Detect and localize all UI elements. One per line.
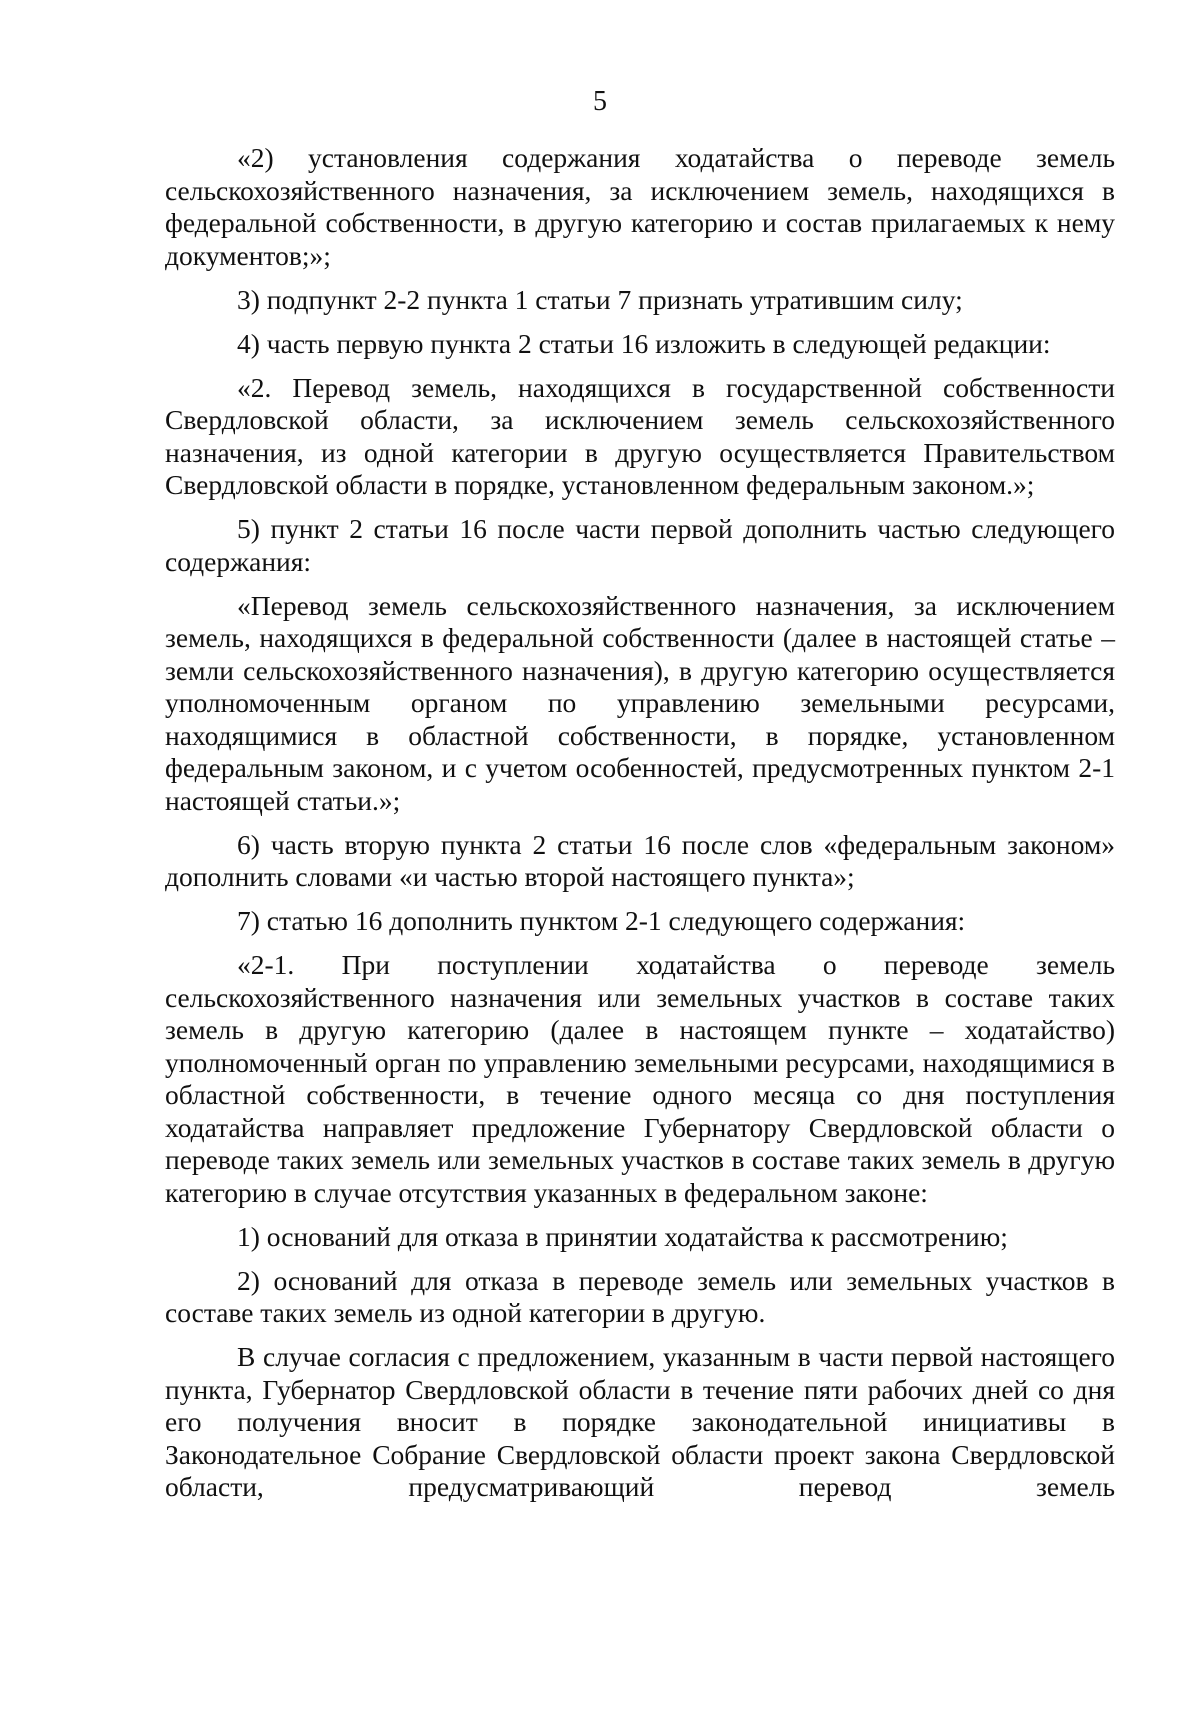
paragraph-quoted-2: «2. Перевод земель, находящихся в государственной собственности Свердловской области, за исключением земель сельскохозяйственного назначения, из одной категории в другую осуществляется Правительством Свердловской области в порядке, установленном федеральным законом.»;	[165, 371, 1115, 500]
paragraph-point-4: 4) часть первую пункта 2 статьи 16 изложить в следующей редакции:	[237, 327, 1051, 359]
document-body	[165, 142, 1115, 1504]
paragraph-item-2-amendment: «2) установления содержания ходатайства о переводе земель сельскохозяйственного назначения, за исключением земель, находящихся в федеральной собственности, в другую категорию и состав прилагаемых к нему документов;»;	[165, 142, 1115, 271]
paragraph-consent-case: В случае согласия с предложением, указанным в части первой настоящего пункта, Губернатор Свердловской области в течение пяти рабочих дней со дня его получения вносит в порядке законодательной инициативы в Законодательное Собрание Свердловской области проект закона Свердловской области, предусматривающий перевод земель	[165, 1341, 1115, 1502]
paragraph-point-5: 5) пункт 2 статьи 16 после части первой дополнить частью следующего содержания:	[165, 513, 1115, 577]
paragraph-subpoint-2: 2) оснований для отказа в переводе земель или земельных участков в составе таких земель из одной категории в другую.	[165, 1264, 1115, 1328]
paragraph-point-7: 7) статью 16 дополнить пунктом 2-1 следующего содержания:	[237, 905, 966, 936]
paragraph-point-6: 6) часть вторую пункта 2 статьи 16 после слов «федеральным законом» дополнить словами «и частью второй настоящего пункта»;	[165, 828, 1115, 892]
paragraph-quoted-2-1: «2-1. При поступлении ходатайства о переводе земель сельскохозяйственного назначения или земельных участков в составе таких земель в другую категорию (далее в настоящем пункте – ходатайство) уполномоченный орган по управлению земельными ресурсами, находящимися в областной собственности, в течение одного месяца со дня поступления ходатайства направляет предложение Губернатору Свердловской области о переводе таких земель или земельных участков в составе таких земель в другую категорию в случае отсутствия указанных в федеральном законе:	[165, 949, 1115, 1208]
paragraph-quoted-transfer: «Перевод земель сельскохозяйственного назначения, за исключением земель, находящихся в федеральной собственности (далее в настоящей статье – земли сельскохозяйственного назначения), в другую категорию осуществляется уполномоченным органом по управлению земельными ресурсами, находящимися в областной собственности, в порядке, установленном федеральным законом, и с учетом особенностей, предусмотренных пунктом 2-1 настоящей статьи.»;	[165, 589, 1115, 816]
paragraph-subpoint-1: 1) оснований для отказа в принятии ходатайства к рассмотрению;	[237, 1220, 1008, 1252]
paragraph-point-3: 3) подпункт 2-2 пункта 1 статьи 7 признать утратившим силу;	[237, 283, 963, 315]
page-number: 5	[593, 86, 607, 117]
